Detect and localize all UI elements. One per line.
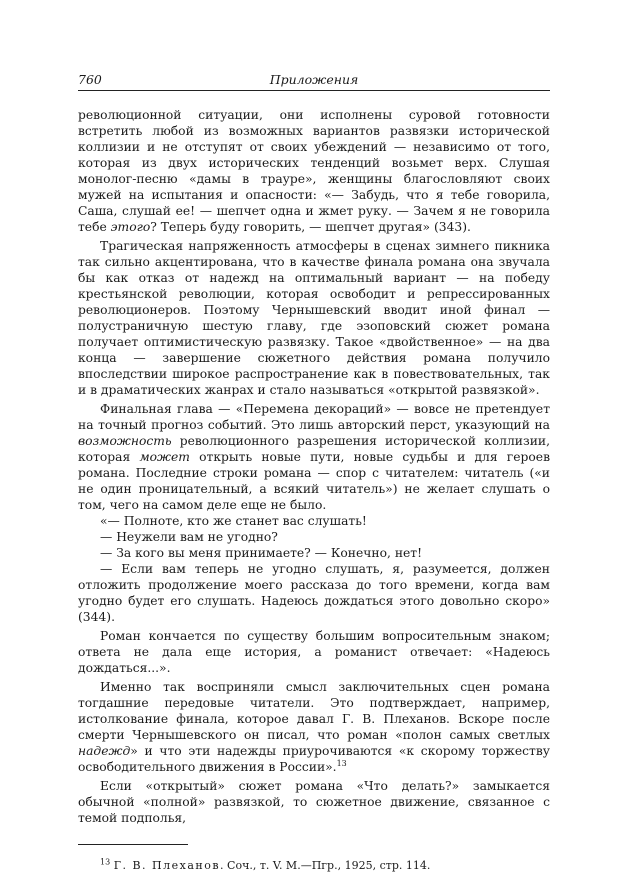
paragraph-1-text-end: ? Теперь буду говорить, — шепчет другая» (343). — [150, 220, 471, 234]
paragraph-5-text-end: » и что эти надежды приурочиваются «к скорому торжеству освободительного движения в России». — [78, 744, 550, 774]
paragraph-1-emphasis: этого — [110, 220, 151, 234]
page-number: 760 — [78, 72, 102, 87]
footnote — [78, 859, 550, 873]
page-header — [78, 70, 550, 91]
paragraph-4: Роман кончается по существу большим вопросительным знаком; ответа не дала еще история, а романист отвечает: «Надеюсь дождаться...». — [78, 629, 550, 675]
paragraph-1-text: революционной ситуации, они исполнены суровой готовности встретить любой из возможных вариантов развязки исторической коллизии и не отступят от своих убеждений — независимо от того, которая из двух исторических тенденций возьмет верх. Слушая монолог-песню «дамы в трауре», женщины благословляют своих мужей на испытания и опасности: «— Забудь, что я тебе говорила, Саша, слушай ее! — шепчет одна и жмет руку. — Зачем я не говорила тебе — [78, 108, 550, 234]
paragraph-3 — [78, 401, 550, 513]
footnote-divider — [78, 844, 188, 845]
running-title: Приложения — [269, 72, 359, 87]
paragraph-5 — [78, 679, 550, 775]
main-text — [78, 107, 550, 826]
paragraph-3-text-mid: революционного разрешения исторической коллизии, которая — [78, 434, 550, 464]
paragraph-5-text: Именно так восприняли смысл заключительных сцен романа тогдашние передовые читатели. Это подтверждает, например, истолкование финала, которое давал Г. В. Плеханов. Вскоре после смерти Чернышевского он писал, что роман «полон самых светлых — [78, 680, 550, 742]
footnote-author: Г. В. Плеханов — [113, 859, 221, 872]
paragraph-3-text: Финальная глава — «Перемена декораций» — вовсе не претендует на точный прогноз событий. Это лишь авторский перст, указующий на — [78, 402, 550, 432]
paragraph-2: Трагическая напряженность атмосферы в сценах зимнего пикника так сильно акцентирована, что в качестве финала романа она звучала бы как отказ от надежд на оптимальный вариант — на победу крестьянской революции, которая освободит и репрессированных революционеров. Поэтому Чернышевский вводит иной финал — полустраничную шестую главу, где эзоповский сюжет романа получает оптимистическую развязку. Такое «двойственное» — на два конца — завершение сюжетного действия романа получило впоследствии широкое распространение как в повествовательных, так и в драматических жанрах и стало называться «открытой развязкой». — [78, 239, 550, 397]
dialog-line-4: — Если вам теперь не угодно слушать, я, разумеется, должен отложить продолжение моего рассказа до того времени, когда вам угодно будет его слушать. Надеюсь дождаться этого довольно скоро» (344). — [78, 562, 550, 624]
paragraph-5-emphasis: надежд — [78, 744, 131, 758]
footnote-mark: 13 — [100, 857, 111, 867]
paragraph-3-emphasis-2: может — [139, 450, 190, 464]
footnote-source: . Соч., т. V. М.—Пгр., 1925, стр. 114. — [220, 859, 431, 872]
dialog-line-3: — За кого вы меня принимаете? — Конечно, нет! — [100, 546, 423, 560]
book-page — [78, 70, 550, 873]
paragraph-3-text-end: открыть новые пути, новые судьбы и для героев романа. Последние строки романа — спор с читателем: читатель («и не один проницательный, а всякий читатель») не желает слушать о том, чего на самом деле еще не было. — [78, 450, 550, 512]
paragraph-3-emphasis-1: возможность — [78, 434, 172, 448]
footnote-reference[interactable]: 13 — [336, 758, 347, 768]
paragraph-6: Если «открытый» сюжет романа «Что делать?» замыкается обычной «полной» развязкой, то сюжетное движение, связанное с темой подполья, — [78, 779, 550, 825]
paragraph-1 — [78, 107, 550, 235]
dialog-line-1: «— Полноте, кто же станет вас слушать! — [100, 514, 367, 528]
dialog-line-2: — Неужели вам не угодно? — [100, 530, 278, 544]
